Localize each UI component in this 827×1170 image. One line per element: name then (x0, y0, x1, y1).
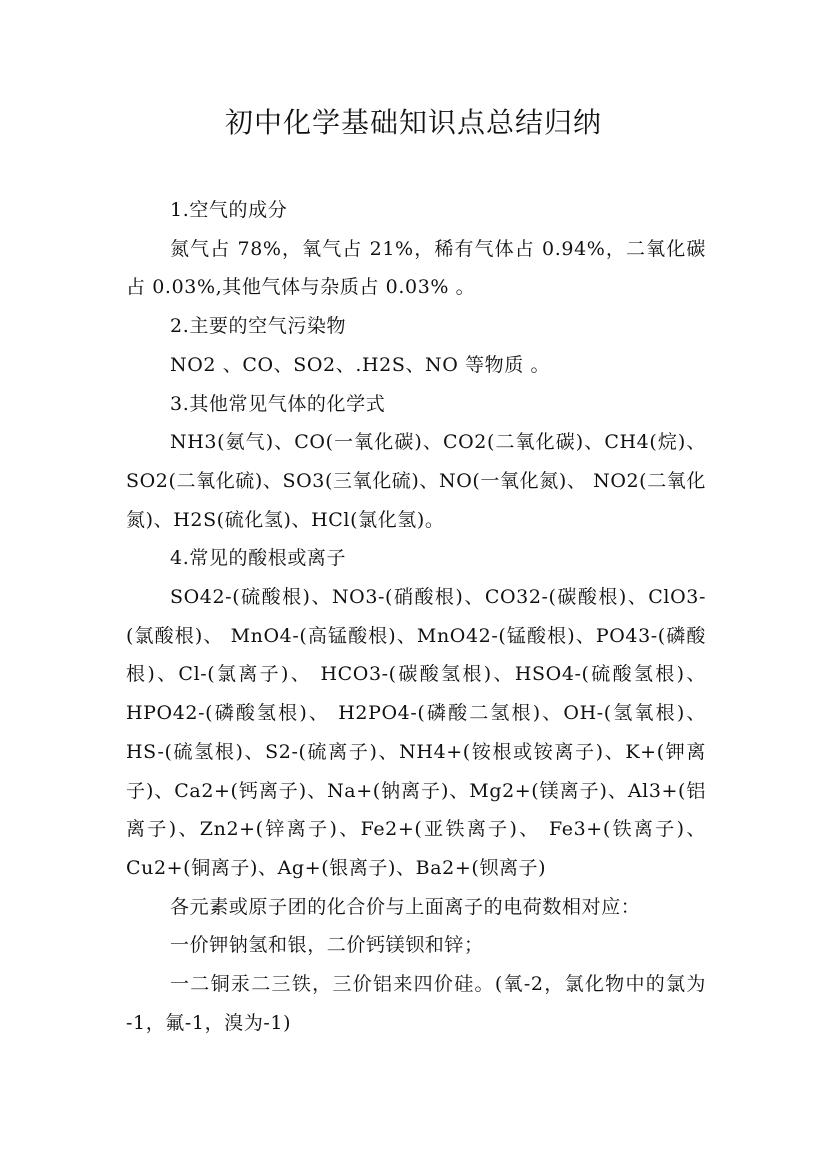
section-heading-air-composition: 1.空气的成分 (170, 199, 288, 221)
section-heading-gas-formulas: 3.其他常见气体的化学式 (170, 392, 386, 415)
paragraph-valence-rhyme-1: 一价钾钠氢和银，二价钙镁钡和锌； (170, 934, 484, 957)
paragraph-valence-intro: 各元素或原子团的化合价与上面离子的电荷数相对应： (170, 895, 641, 918)
document-title: 初中化学基础知识点总结归纳 (224, 106, 602, 139)
section-heading-acid-radicals-ions: 4.常见的酸根或离子 (170, 547, 347, 570)
paragraph-gas-formulas: NH3(氨气)、CO(一氧化碳)、CO2(二氧化碳)、CH4(烷)、SO2(二氧化硫)、SO3(三氧化硫)、NO(一氧化氮)、 NO2(二氧化氮)、H2S(硫化氢)、HCl(氯化氢)。 (126, 431, 706, 531)
paragraph-air-pollutants: NO2 、CO、SO2、.H2S、NO 等物质 。 (170, 353, 551, 376)
paragraph-valence-rhyme-2: 一二铜汞二三铁，三价铝来四价硅。(氧-2，氯化物中的氯为 -1，氟-1，溴为-1) (126, 973, 706, 1034)
document-body (126, 191, 706, 1042)
section-heading-air-pollutants: 2.主要的空气污染物 (170, 315, 347, 338)
paragraph-acid-radicals-ions: SO42-(硫酸根)、NO3-(硝酸根)、CO32-(碳酸根)、ClO3-(氯酸根)、 MnO4-(高锰酸根)、MnO42-(锰酸根)、PO43-(磷酸根)、Cl-(氯离子)、 HCO3-(碳酸氢根)、HSO4-(硫酸氢根)、HPO42-(磷酸氢根)、 H2PO4-(磷酸二氢根)、OH-(氢氧根)、HS-(硫氢根)、S2-(硫离子)、NH4+(铵根或铵离子)、K+(钾离子)、Ca2+(钙离子)、Na+(钠离子)、Mg2+(镁离子)、Al3+(铝离子)、Zn2+(锌离子)、Fe2+(亚铁离子)、 Fe3+(铁离子)、Cu2+(铜离子)、Ag+(银离子)、Ba2+(钡离子) (126, 586, 706, 879)
paragraph-air-composition: 氮气占 78%，氧气占 21%，稀有气体占 0.94%，二氧化碳占 0.03%,其他气体与杂质占 0.03% 。 (126, 237, 706, 299)
